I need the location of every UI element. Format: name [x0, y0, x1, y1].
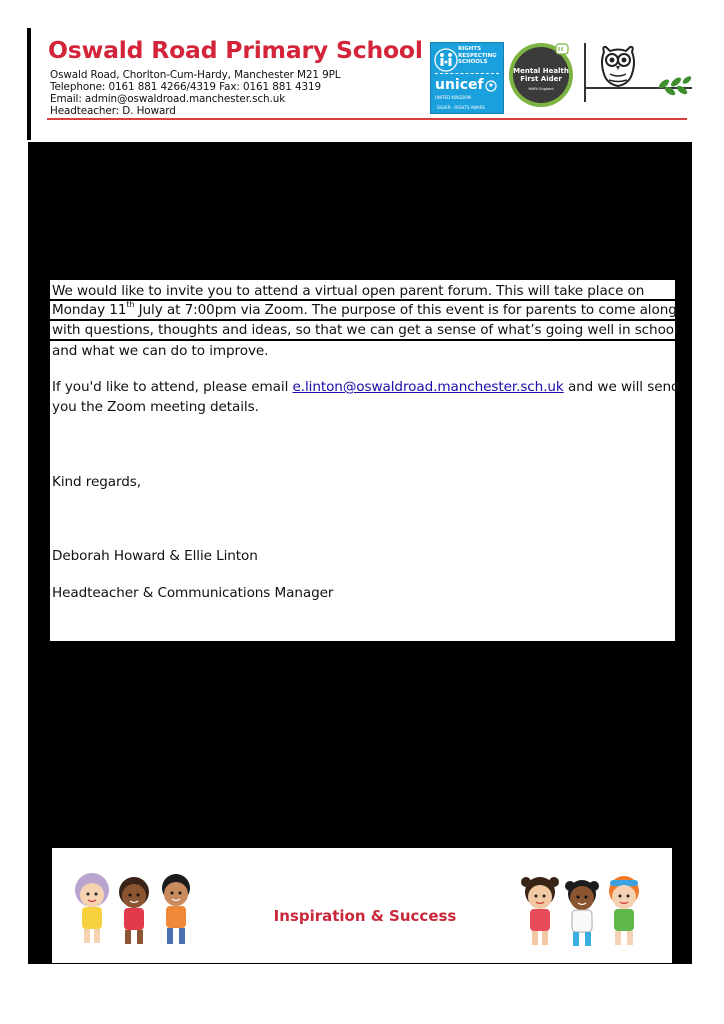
unicef-rights-respecting-badge	[430, 42, 504, 114]
children-illustration-right	[512, 864, 662, 964]
letter-line-3: with questions, thoughts and ideas, so that we can get a sense of what’s going well in school	[52, 322, 678, 338]
unicef-globe-icon	[485, 80, 497, 92]
letter-body	[50, 280, 680, 641]
contact-email-link[interactable]: e.linton@oswaldroad.manchester.sch.uk	[292, 379, 564, 395]
email-prompt-end: and we will send	[563, 379, 680, 395]
unicef-country: UNITED KINGDOM	[435, 95, 471, 100]
unicef-logo-word: unicef	[435, 77, 484, 93]
mhfa-line-1: Mental Health	[513, 67, 569, 75]
letter-line-4: and what we can do to improve.	[52, 343, 269, 359]
letter-signatories: Deborah Howard & Ellie Linton	[52, 548, 258, 564]
children-illustration-left	[64, 862, 214, 962]
school-headteacher: Headteacher: D. Howard	[50, 105, 176, 117]
header-divider	[47, 118, 687, 120]
date-suffix: th	[126, 300, 135, 310]
school-email: Email: admin@oswaldroad.manchester.sch.uk	[50, 93, 286, 105]
school-telephone: Telephone: 0161 881 4266/4319 Fax: 0161 881 4319	[50, 81, 322, 93]
mental-health-first-aider-badge	[508, 42, 574, 108]
letter-line-2-end: July at 7:00pm via Zoom. The purpose of this event is for parents to come along	[134, 302, 677, 318]
owl-on-branch-icon	[584, 42, 692, 102]
text-rule	[50, 339, 675, 341]
school-address: Oswald Road, Chorlton-Cum-Hardy, Manchester M21 9PL	[50, 69, 341, 81]
mhfa-line-2: First Aider	[520, 75, 562, 83]
letter-paragraph-2-line-1	[52, 378, 680, 396]
unicef-divider	[435, 73, 499, 74]
unicef-title-1: RIGHTS	[458, 46, 482, 52]
letter-line-1: We would like to invite you to attend a virtual open parent forum. This will take place on	[52, 283, 645, 299]
mhfa-org: MHFA England	[528, 87, 554, 91]
unicef-title-2: RESPECTING	[458, 52, 497, 59]
unicef-title-3: SCHOOLS	[458, 59, 488, 65]
letter-line-2-start: Monday 11	[52, 302, 127, 318]
letter-paragraph-2-line-2: you the Zoom meeting details.	[52, 399, 259, 415]
email-prompt: If you'd like to attend, please email	[52, 379, 293, 395]
letter-closing: Kind regards,	[52, 474, 141, 490]
header-margin-bar	[27, 28, 31, 140]
school-name: Oswald Road Primary School	[48, 36, 423, 64]
school-motto: Inspiration & Success	[273, 907, 457, 925]
letter-line-2	[52, 301, 677, 319]
unicef-tag: SILVER · RIGHTS AWARE	[437, 105, 485, 110]
footer-banner	[52, 848, 672, 963]
unicef-people-icon	[434, 46, 458, 74]
letter-signatory-titles: Headteacher & Communications Manager	[52, 585, 334, 601]
